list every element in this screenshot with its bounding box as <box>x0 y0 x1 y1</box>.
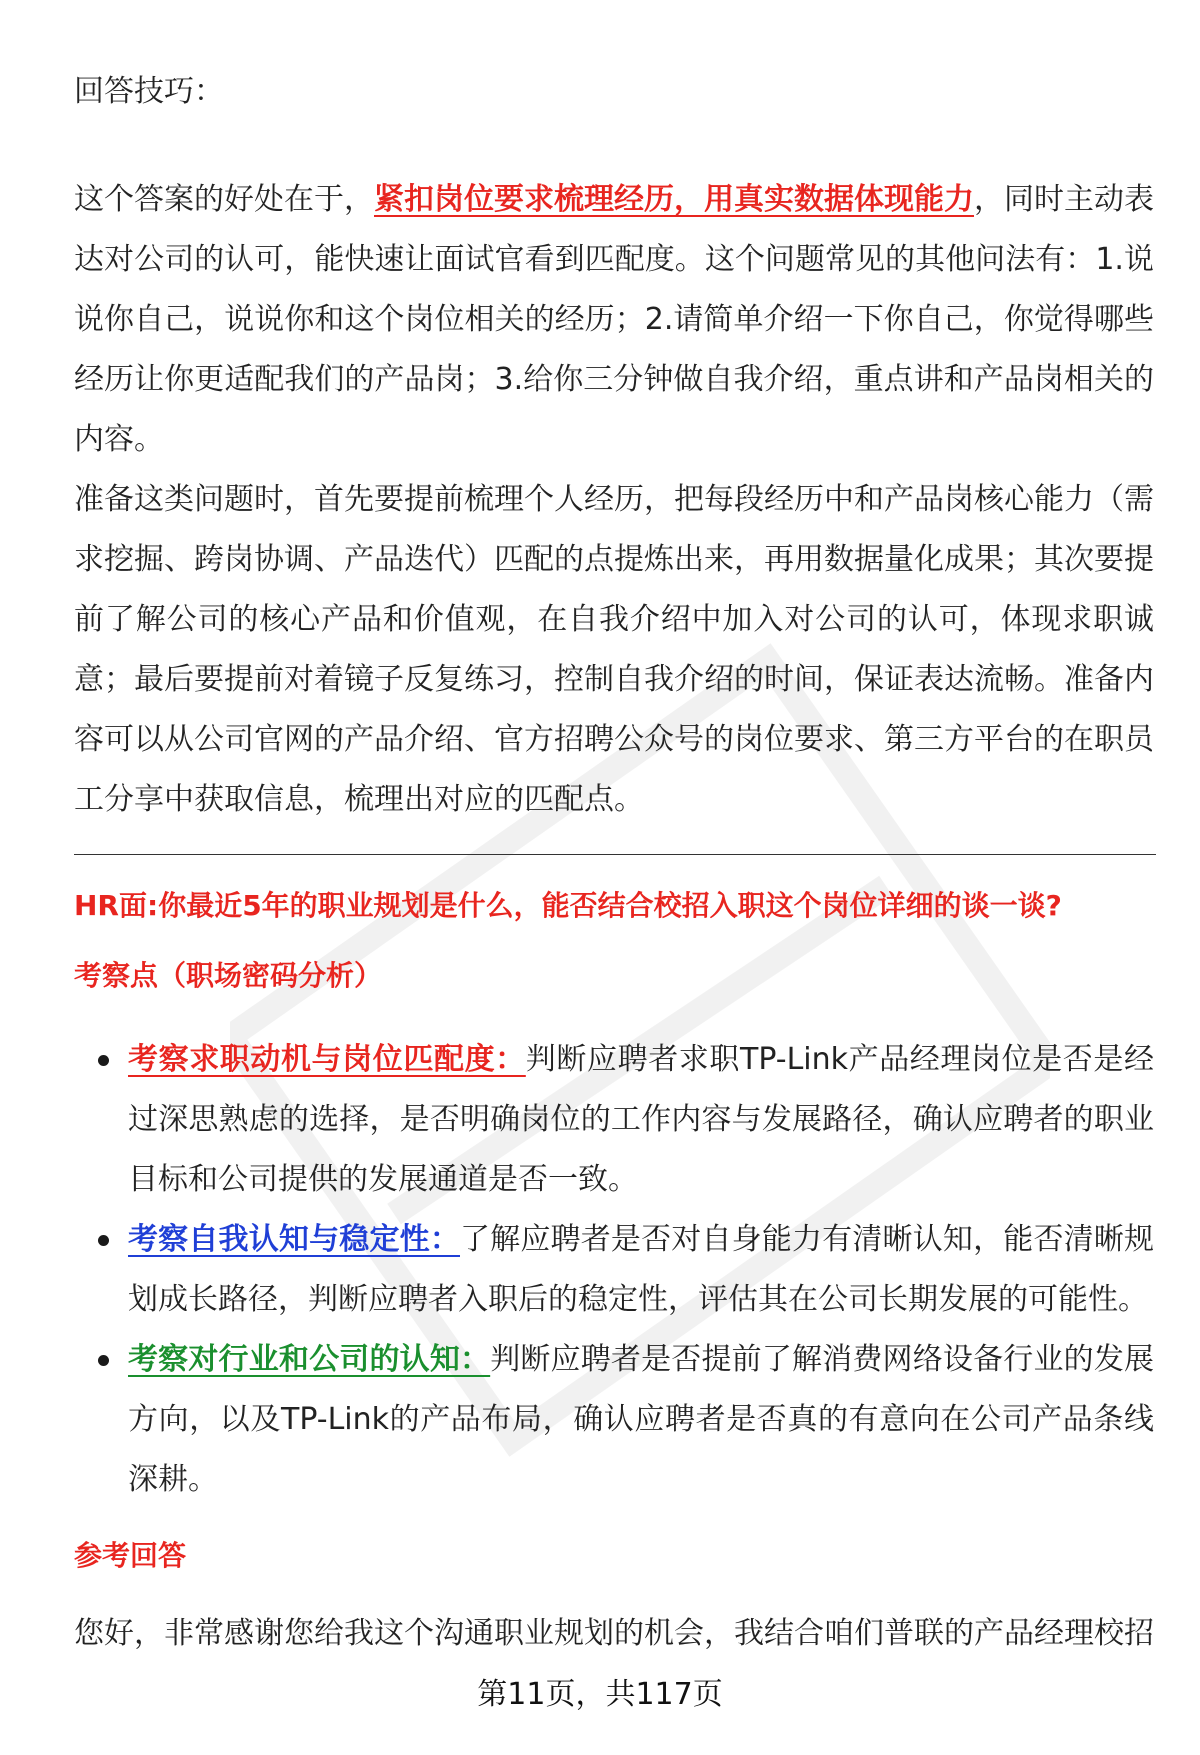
bullet-title: 考察自我认知与稳定性： <box>128 1222 460 1257</box>
section-divider <box>74 854 1156 855</box>
bullet-dot-icon <box>98 1355 109 1366</box>
answer-tips-paragraph-1 <box>74 170 1154 470</box>
bullet-text: 了解应聘者是否对自身能力有清晰认知，能否清晰规划成长路径，判断应聘者入职后的稳定性，评估其在公司长期发展的可能性。 <box>128 1222 1154 1317</box>
list-item <box>74 1030 1154 1210</box>
question-title-block <box>74 886 1154 926</box>
p1-highlight-text: 紧扣岗位要求梳理经历，用真实数据体现能力 <box>374 182 974 217</box>
bullet-dot-icon <box>98 1235 109 1246</box>
reference-heading-block <box>74 1536 1154 1576</box>
analysis-heading: 考察点（职场密码分析） <box>74 959 383 992</box>
list-item <box>74 1210 1154 1330</box>
reference-answer-text: 您好，非常感谢您给我这个沟通职业规划的机会，我结合咱们普联的产品经理校招 <box>74 1616 1154 1651</box>
answer-tips-block <box>74 62 1154 830</box>
page-number-footer: 第11页，共117页 <box>477 1677 723 1712</box>
analysis-heading-block <box>74 956 1154 996</box>
p1-trailing-text: ，同时主动表达对公司的认可，能快速让面试官看到匹配度。这个问题常见的其他问法有：1.说说你自己，说说你和这个岗位相关的经历；2.请简单介绍一下你自己，你觉得哪些经历让你更适配我们的产品岗；3.给你三分钟做自我介绍，重点讲和产品岗相关的内容。 <box>74 182 1154 457</box>
answer-tips-label: 回答技巧： <box>74 74 224 109</box>
p1-lead-text: 这个答案的好处在于， <box>74 182 374 217</box>
bullet-title: 考察求职动机与岗位匹配度： <box>128 1042 526 1077</box>
bullet-text: 判断应聘者求职TP-Link产品经理岗位是否是经过深思熟虑的选择，是否明确岗位的工作内容与发展路径，确认应聘者的职业目标和公司提供的发展通道是否一致。 <box>128 1042 1154 1197</box>
bullet-title: 考察对行业和公司的认知： <box>128 1342 491 1377</box>
reference-answer-block <box>74 1604 1154 1664</box>
bullet-text: 判断应聘者是否提前了解消费网络设备行业的发展方向，以及TP-Link的产品布局，确认应聘者是否真的有意向在公司产品条线深耕。 <box>128 1342 1155 1497</box>
question-title: HR面:你最近5年的职业规划是什么，能否结合校招入职这个岗位详细的谈一谈? <box>74 889 1062 922</box>
reference-answer-heading: 参考回答 <box>74 1539 187 1572</box>
analysis-bullet-list <box>74 1030 1154 1510</box>
bullet-dot-icon <box>98 1055 109 1066</box>
answer-tips-paragraph-2: 准备这类问题时，首先要提前梳理个人经历，把每段经历中和产品岗核心能力（需求挖掘、跨岗协调、产品迭代）匹配的点提炼出来，再用数据量化成果；其次要提前了解公司的核心产品和价值观，在自我介绍中加入对公司的认可，体现求职诚意；最后要提前对着镜子反复练习，控制自我介绍的时间，保证表达流畅。准备内容可以从公司官网的产品介绍、官方招聘公众号的岗位要求、第三方平台的在职员工分享中获取信息，梳理出对应的匹配点。 <box>74 482 1154 817</box>
list-item <box>74 1330 1154 1510</box>
